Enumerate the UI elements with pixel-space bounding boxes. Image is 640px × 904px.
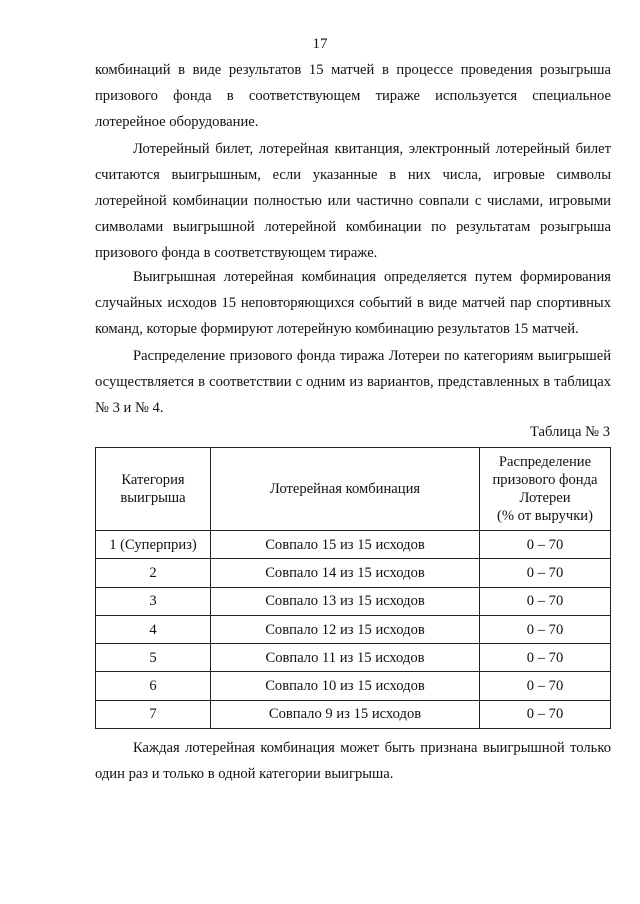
header-distribution: Распределение призового фонда Лотереи (% от выручки) <box>480 448 611 531</box>
cell-distribution: 0 – 70 <box>480 672 611 700</box>
paragraph-text: Выигрышная лотерейная комбинация определяется путем формирования случайных исходов 15 неповторяющихся событий в виде матчей пар спортивных команд, которые формируют лотерейную комбинацию результатов 15 матчей. <box>95 269 611 337</box>
cell-category: 3 <box>96 587 211 615</box>
cell-combination: Совпало 15 из 15 исходов <box>211 531 480 559</box>
paragraph-winning-ticket <box>95 136 611 266</box>
table-row <box>96 672 611 700</box>
header-category: Категория выигрыша <box>96 448 211 531</box>
cell-category: 6 <box>96 672 211 700</box>
cell-combination: Совпало 10 из 15 исходов <box>211 672 480 700</box>
cell-distribution: 0 – 70 <box>480 700 611 728</box>
table-row <box>96 615 611 643</box>
paragraph-text: Распределение призового фонда тиража Лотереи по категориям выигрышей осуществляется в соответствии с одним из вариантов, представленных в таблицах № 3 и № 4. <box>95 348 611 416</box>
paragraph-text: комбинаций в виде результатов 15 матчей в процессе проведения розыгрыша призового фонда в соответствующем тираже используется специальное лотерейное оборудование. <box>95 62 611 130</box>
cell-combination: Совпало 14 из 15 исходов <box>211 559 480 587</box>
paragraph-winning-combination <box>95 264 611 342</box>
table-header-row <box>96 448 611 531</box>
cell-combination: Совпало 13 из 15 исходов <box>211 587 480 615</box>
cell-distribution: 0 – 70 <box>480 644 611 672</box>
header-combination: Лотерейная комбинация <box>211 448 480 531</box>
paragraph-continuation <box>95 57 611 135</box>
cell-category: 4 <box>96 615 211 643</box>
paragraph-text: Каждая лотерейная комбинация может быть признана выигрышной только один раз и только в одной категории выигрыша. <box>95 740 611 782</box>
cell-category: 7 <box>96 700 211 728</box>
cell-distribution: 0 – 70 <box>480 559 611 587</box>
paragraph-single-category <box>95 735 611 787</box>
table-row <box>96 531 611 559</box>
cell-distribution: 0 – 70 <box>480 587 611 615</box>
cell-category: 2 <box>96 559 211 587</box>
table-caption: Таблица № 3 <box>530 424 610 440</box>
prize-distribution-table <box>95 447 611 729</box>
cell-combination: Совпало 11 из 15 исходов <box>211 644 480 672</box>
cell-combination: Совпало 9 из 15 исходов <box>211 700 480 728</box>
page-number: 17 <box>312 36 328 52</box>
table-row <box>96 587 611 615</box>
cell-distribution: 0 – 70 <box>480 615 611 643</box>
cell-category: 5 <box>96 644 211 672</box>
table-row <box>96 644 611 672</box>
paragraph-text: Лотерейный билет, лотерейная квитанция, электронный лотерейный билет считаются выигрышным, если указанные в них числа, игровые символы лотерейной комбинации полностью или частично совпали с числами, игровыми символами выигрышной лотерейной комбинации по результатам розыгрыша призового фонда в соответствующем тираже. <box>95 141 611 261</box>
paragraph-prize-distribution <box>95 343 611 421</box>
cell-category: 1 (Суперприз) <box>96 531 211 559</box>
table-row <box>96 700 611 728</box>
cell-combination: Совпало 12 из 15 исходов <box>211 615 480 643</box>
table-row <box>96 559 611 587</box>
cell-distribution: 0 – 70 <box>480 531 611 559</box>
